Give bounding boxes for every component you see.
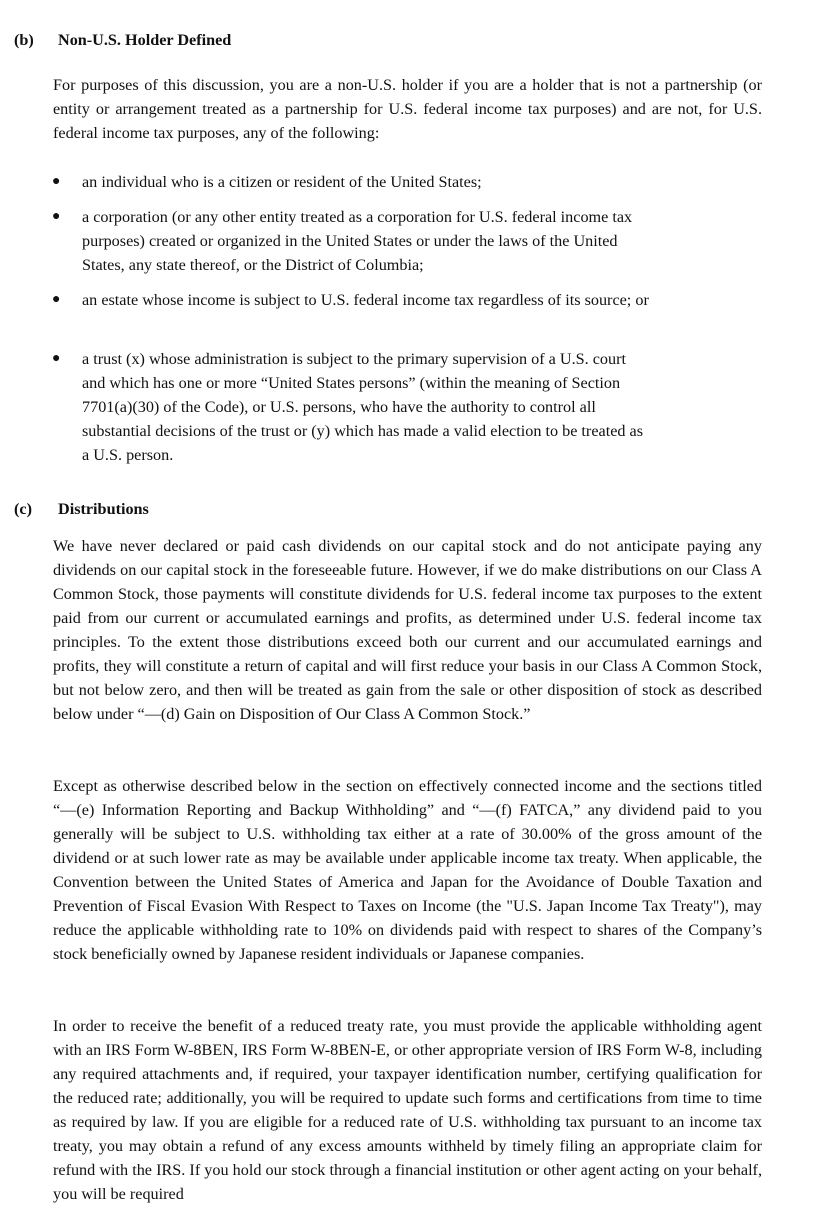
bullet-dot-icon: ● (52, 292, 61, 307)
section-c-paragraph-2: Except as otherwise described below in the section on effectively connected income and the sections titled “—(e) Information Reporting and Backup Withholding” and “—(f) FATCA,” any dividend paid to you generally will be subject to U.S. withholding tax either at a rate of 30.00% of the gross amount of the dividend or at such lower rate as may be available under applicable income tax treaty. When applicable, the Convention between the United States of America and Japan for the Avoidance of Double Taxation and Prevention of Fiscal Evasion With Respect to Taxes on Income (the "U.S. Japan Income Tax Treaty"), may reduce the applicable withholding rate to 10% on dividends paid with respect to shares of the Company’s stock beneficially owned by Japanese resident individuals or Japanese companies. (53, 777, 762, 963)
bullet-dot-icon: ● (52, 351, 61, 366)
bullet-dot-icon: ● (52, 174, 61, 189)
bullet-text: a trust (x) whose administration is subject to the primary supervision of a U.S. court and which has one or more “United States persons” (within the meaning of Section 7701(a)(30) of the Code), or U.S. persons, who have the authority to control all substantial decisions of the trust or (y) which has made a valid election to be treated as a U.S. person. (82, 350, 643, 464)
section-c-heading (14, 499, 149, 519)
section-b-heading (14, 30, 231, 50)
section-c-title: Distributions (58, 500, 149, 518)
bullet-text: an individual who is a citizen or resident of the United States; (82, 173, 482, 191)
bullet-text: an estate whose income is subject to U.S. federal income tax regardless of its source; or (82, 291, 649, 309)
bullet-dot-icon: ● (52, 209, 61, 224)
section-c-paragraph-3: In order to receive the benefit of a reduced treaty rate, you must provide the applicable withholding agent with an IRS Form W-8BEN, IRS Form W-8BEN-E, or other appropriate version of IRS Form W-8, including any required attachments and, if required, your taxpayer identification number, certifying qualification for the reduced rate; additionally, you will be required to update such forms and certifications from time to time as required by law. If you are eligible for a reduced rate of U.S. withholding tax pursuant to an income tax treaty, you may obtain a refund of any excess amounts withheld by timely filing an appropriate claim for refund with the IRS. If you hold our stock through a financial institution or other agent acting on your behalf, you will be required (53, 1017, 762, 1203)
section-c-number: (c) (14, 500, 32, 518)
section-b-number: (b) (14, 31, 34, 49)
section-b-title: Non-U.S. Holder Defined (58, 31, 232, 49)
section-c-paragraph-1: We have never declared or paid cash dividends on our capital stock and do not anticipate paying any dividends on our capital stock in the foreseeable future. However, if we do make distributions on our Class A Common Stock, those payments will constitute dividends for U.S. federal income tax purposes to the extent paid from our current or accumulated earnings and profits, as determined under U.S. federal income tax principles. To the extent those distributions exceed both our current and our accumulated earnings and profits, they will constitute a return of capital and will first reduce your basis in our Class A Common Stock, but not below zero, and then will be treated as gain from the sale or other disposition of stock as described below under “—(d) Gain on Disposition of Our Class A Common Stock.” (53, 537, 762, 723)
bullet-text: a corporation (or any other entity treated as a corporation for U.S. federal income tax purposes) created or organized in the United States or under the laws of the United States, any state thereof, or the District of Columbia; (82, 208, 633, 274)
section-b-intro: For purposes of this discussion, you are a non-U.S. holder if you are a holder that is not a partnership (or entity or arrangement treated as a partnership for U.S. federal income tax purposes) and are not, for U.S. federal income tax purposes, any of the following: (53, 76, 762, 142)
